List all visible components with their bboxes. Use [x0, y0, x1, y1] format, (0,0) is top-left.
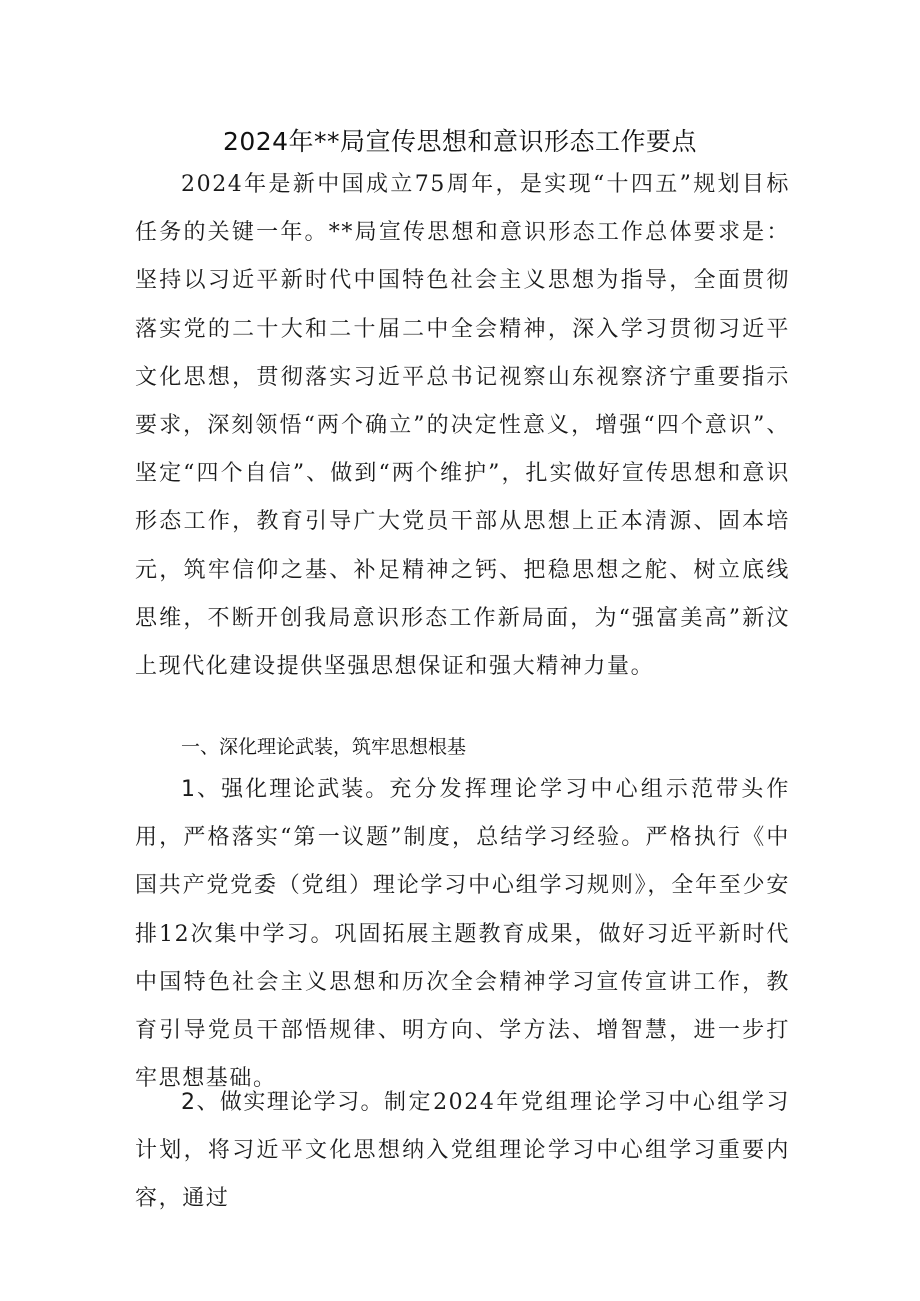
- item-1-text: 充分发挥理论学习中心组示范带头作用，严格落实“第一议题”制度，总结学习经验。严格执行《中国共产党党委（党组）理论学习中心组学习规则》，全年至少安排12次集中学习。巩固拓展主题教育成果，做好习近平新时代中国特色社会主义思想和历次全会精神学习宣传宣讲工作，教育引导党员干部悟规律、明方向、学方法、增智慧，进一步打牢思想基础。: [135, 777, 791, 1092]
- item-2-lead: 2、做实理论学习。: [181, 1090, 384, 1115]
- item-2-text: 制定2024年党组理论学习中心组学习计划，将习近平文化思想纳入党组理论学习中心组学习重要内容，通过: [135, 1090, 790, 1212]
- item-1-lead: 1、强化理论武装。: [181, 777, 390, 802]
- section-heading: 一、深化理论武装，筑牢思想根基: [181, 736, 467, 758]
- item-paragraph-2: [135, 1079, 790, 1224]
- intro-paragraph: 2024年是新中国成立75周年，是实现“十四五”规划目标任务的关键一年。**局宣传思想和意识形态工作总体要求是：坚持以习近平新时代中国特色社会主义思想为指导，全面贯彻落实党的二十大和二十届二中全会精神，深入学习贯彻习近平文化思想，贯彻落实习近平总书记视察山东视察济宁重要指示要求，深刻领悟“两个确立”的决定性意义，增强“四个意识”、坚定“四个自信”、做到“两个维护”，扎实做好宣传思想和意识形态工作，教育引导广大党员干部从思想上正本清源、固本培元，筑牢信仰之基、补足精神之钙、把稳思想之舵、树立底线思维，不断开创我局意识形态工作新局面，为“强富美高”新汶上现代化建设提供坚强思想保证和强大精神力量。: [135, 172, 790, 680]
- document-title: 2024年**局宣传思想和意识形态工作要点: [222, 127, 698, 156]
- item-paragraph-1: [135, 766, 790, 1103]
